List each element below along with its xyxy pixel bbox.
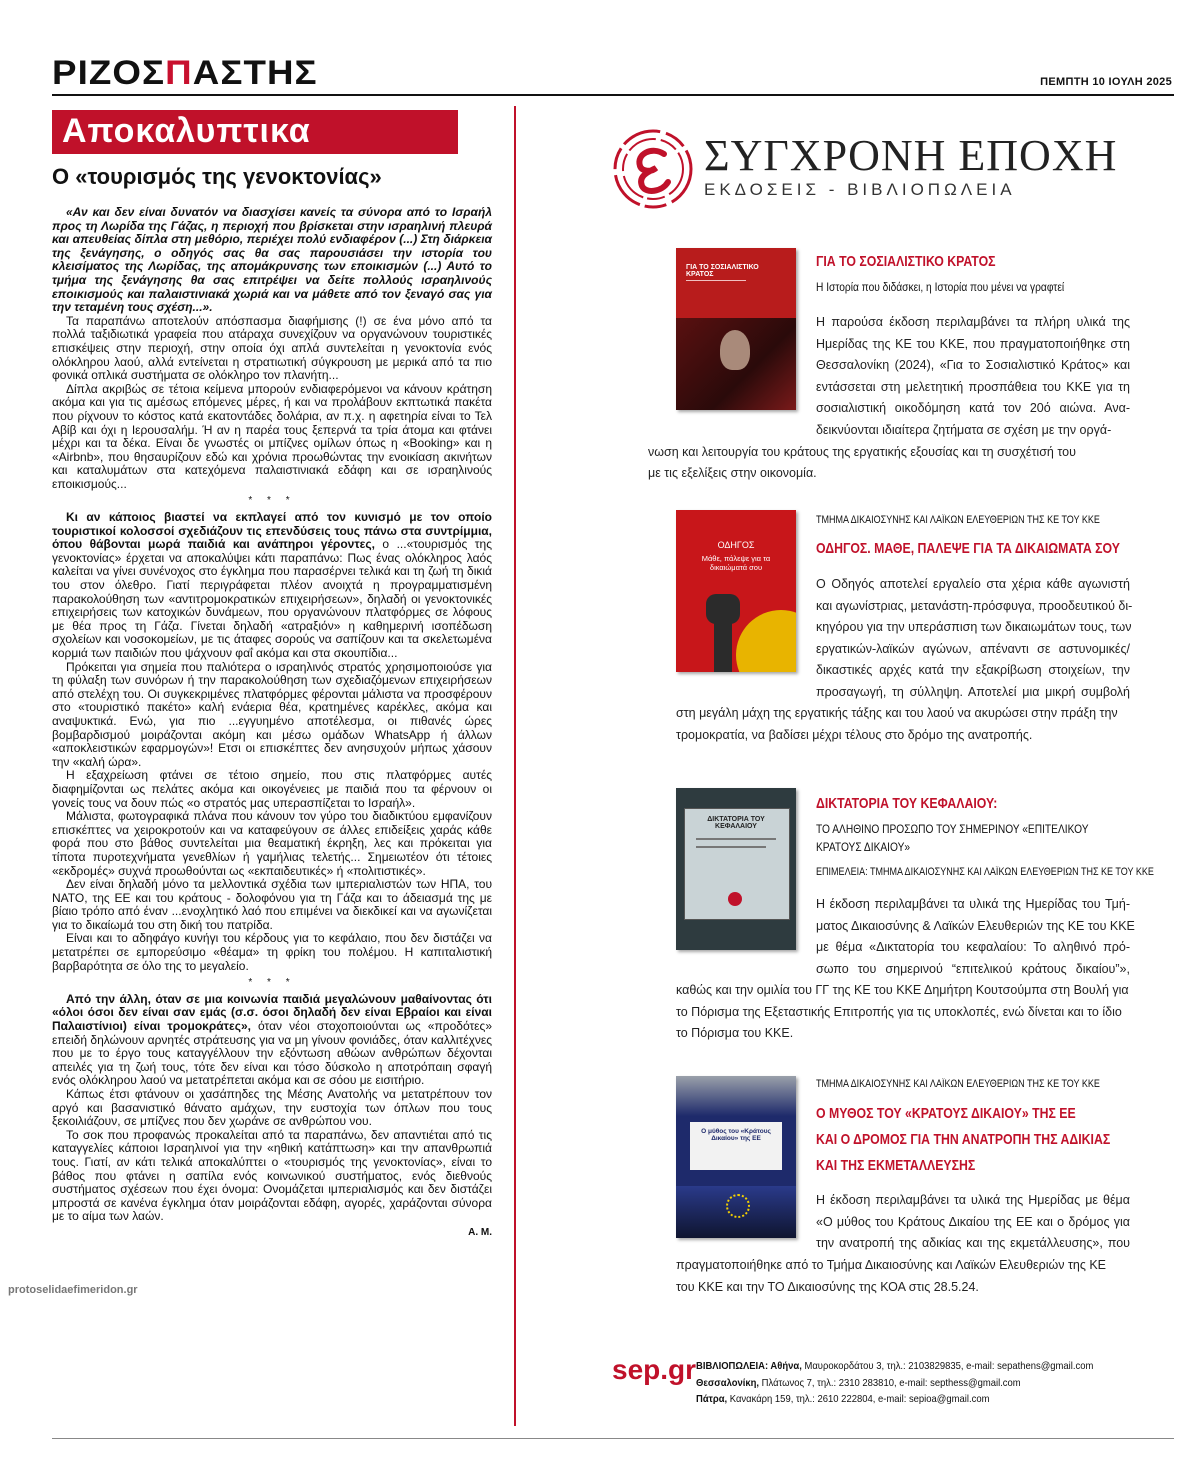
desc-line: με θέμα «Δικτατορία του κεφαλαίου: Το αληθινό πρό- [816,940,1130,955]
desc-line: εντάσσεται στη μελετητική προσπάθεια του ΚΚΕ για τη [816,379,1130,394]
article-signature: Α. Μ. [468,1226,492,1238]
contact-label: Θεσσαλονίκη, [696,1376,760,1389]
book-subtitle-cont: ΚΡΑΤΟΥΣ ΔΙΚΑΙΟΥ» [816,840,911,854]
site-logo[interactable]: sep.gr [612,1354,697,1385]
contact-thessaloniki [696,1375,1093,1392]
book-editor: ΕΠΙΜΕΛΕΙΑ: ΤΜΗΜΑ ΔΙΚΑΙΟΣΥΝΗΣ ΚΑΙ ΛΑΪΚΩΝ ΕΛΕΥΘΕΡΙΩΝ ΤΗΣ ΚΕ ΤΟΥ ΚΚΕ [816,866,1154,878]
cover-rule [686,280,746,281]
desc-line: κηγόρου για την υπεράσπιση των δικαιωμάτων τους, των [816,620,1132,635]
eu-stars-icon [726,1194,750,1218]
desc-line: νωση και λειτουργία του κράτους της εργατικής εξουσίας και τη συσχέτισή του [648,444,1076,459]
article-lead-rest: ο ...«τουρισμός της γενοκτονίας» έρχεται να αποκαλύψει κάτι παραπάνω: Πως ένας ολόκληρος λαός καλείται να γίνει συνένοχος στο έγκλημα που παρασέρνει τελικά και τη ζωή τη δικιά του στον όλεθρο. Γιατί περιγράφεται πλέον ανοιχτά η προγραμματισμένη παρακολούθηση των «αντιτρομοκρατικών επιχειρήσεων», δηλαδή οι γενοκτονικές επιχειρήσεις των κατοχικών δυνάμεων, που οργανώνουν πλατφόρμες σε λόφους με θέα προς τη Γάζα. Γίνεται δηλαδή «ατραξιόν» η καθημερινή ισοπέδωση σχολείων και νοσοκομείων, με τις άταφες σορούς να σαπίζουν και τα σκελετωμένα κορμιά των παιδιών που ψάχνουν φαΐ ακόμα και στα σκουπίδια... [52,537,492,660]
desc-line: σωπο του σημερινού “επιτελικού κράτους δικαίου”», [816,961,1130,976]
contact-details: Πλάτωνος 7, τηλ.: 2310 283810, e-mail: septhess@gmail.com [759,1376,1021,1389]
section-label: Αποκαλυπτικα [62,112,311,150]
desc-line: δεικνύονται ιδιαίτερα ζητήματα σε σχέση με την οργά- [816,423,1112,437]
article-paragraph: Κάπως έτσι φτάνουν οι χασάπηδες της Μέσης Ανατολής να μετατρέπουν τον αργό και βασανιστικό θάνατο αμάχων, την ευστοχία των όπλων που τους ξεκοιλιάζουν, σε μπίζνες που δεν χωράνε σε ανθρώπου νου. [52,1087,492,1129]
article-paragraph: Μάλιστα, φωτογραφικά πλάνα που κάνουν τον γύρο του διαδικτύου εμφανίζουν επισκέπτες να χειροκροτούν και να καταφεύγουν σε άλλες επιδείξεις χαράς κάθε φορά που στο βάθος συντελείται μια θεαματική έκρηξη, λες και πρόκειται για τίποτα πυροτεχνήματα γενεθλίων ή γαμήλιας τελετής... Σημειωτέον ότι τέτοιες «εκδρομές» συχνά προωθούνται ως «εκπαιδευτικές» ή «πολιτιστικές». [52,809,492,878]
contact-label: ΒΙΒΛΙΟΠΩΛΕΙΑ: Αθήνα, [696,1360,802,1372]
desc-line: Ο Οδηγός αποτελεί εργαλείο στα χέρια κάθε αγωνιστή [816,577,1130,591]
desc-line: εργατικών-λαϊκών αγώνων, απέναντι σε αστυνομικές/ [816,641,1130,656]
contact-details: Μαυροκορδάτου 3, τηλ.: 2103829835, e-mail: sepathens@gmail.com [801,1360,1094,1372]
desc-line: με τις εξελίξεις στην οικονομία. [648,466,817,481]
book-cover-socialist-state[interactable] [676,248,796,410]
section-banner [52,110,458,154]
cover-line [696,846,766,848]
publisher-logo-icon [612,128,694,210]
contact-label: Πάτρα, [696,1393,728,1405]
desc-line: την ανατροπή της αδικίας και της εκμετάλλευσης», που [816,1236,1130,1251]
desc-line: του ΚΚΕ και την ΤΟ Δικαιοσύνης της ΚΟΑ στις 28.5.24. [676,1279,979,1294]
article-lead-rest: όταν νέοι στοχοποιούνται ως «προδότες» επειδή δηλώνουν αρνητές στράτευσης για να μη γίνουν φονιάδες, όταν καλλιτέχνες που με το έργο τους καταγγέλλουν την εξόντωση αθώων ανθρώπων δέχονται απειλές για τη ζωή τους, τότε δεν είναι και τόσο δύσκολο η αποτρόπαιη σφαγή ενός ολόκληρου λαού να μετατρέπεται ακόμα και σε σόου με εισιτήριο. [52,1019,492,1088]
article-intro-quote: «Αν και δεν είναι δυνατόν να διασχίσει κανείς τα σύνορα από το Ισραήλ προς τη Λωρίδα της Γάζας, η περιοχή που βρίσκεται στην ισραηλινή πλευρά και απευθείας δίπλα στη μεθόριο, περιέχει πολύ ενδιαφέρον (...) Στη διάρκεια της ξενάγησης, ο οδηγός σας θα σας παρουσιάσει την ιστορία του κλεισίματος της Λωρίδας, της απομάκρυνσης των εποικισμών (...) Αυτό το τμήμα της ξενάγησης θα σας επιτρέψει να δείτε πολλούς ισραηλινούς εποικισμούς και παλαιστινιακά χωριά και να μάθετε από τον ξεναγό σας για την τεταμένη τους σχέση...». [52,205,492,315]
article-lead-bold: Από την άλλη, όταν σε μια κοινωνία παιδιά μεγαλώνουν μαθαίνοντας ότι «όλοι όσοι δεν είναι σαν εμάς (σ.σ. όσοι δηλαδή δεν είναι Εβραίοι και είναι Παλαιστίνιοι) είναι τρομοκράτες», [52,991,492,1034]
book-description [816,1190,1130,1255]
desc-line: καθώς και την ομιλία του ΓΓ της ΚΕ του ΚΚΕ Δημήτρη Κουτσούμπα στη Βουλή για [676,983,1129,997]
bookstore-contacts [696,1358,1093,1408]
book-description-wide [648,420,1130,485]
desc-line: πραγματοποιήθηκε από το Τμήμα Δικαιοσύνης και Λαϊκών Ελευθεριών της ΚΕ [676,1258,1107,1272]
footer-rule [52,1438,1174,1439]
article-paragraph: Είναι και το αδηφάγο κυνήγι του κέρδους για το κεφάλαιο, που δεν διστάζει να μετατρέπει σε εμπορεύσιμο «θέαμα» τη φρίκη του πολέμου. Η καπιταλιστική βαρβαρότητα σε όλο της το μεγαλείο. [52,931,492,973]
desc-line: ματος Δικαιοσύνης & Λαϊκών Ελευθεριών της ΚΕ του ΚΚΕ [816,918,1135,933]
article-paragraph [52,993,492,1088]
section-separator: * * * [248,977,296,989]
book-title: ΔΙΚΤΑΤΟΡΙΑ ΤΟΥ ΚΕΦΑΛΑΙΟΥ: [816,795,998,812]
article-paragraph: Η εξαχρείωση φτάνει σε τέτοιο σημείο, που στις πλατφόρμες αυτές διαφημίζονται ως πελάτες ακόμα και οικογένειες με παιδιά που τα φέρνουν οι γονείς τους να δουν πώς «ο στρατός μας υπερασπίζεται το Ισραήλ». [52,768,492,810]
desc-line: και αγωνίστριας, μετανάστη-πρόσφυγα, προοδευτικού δι- [816,598,1133,613]
desc-line: Θεσσαλονίκη (2024), «Για το Σοσιαλιστικό Κράτος» και [816,358,1130,373]
book-title: Ο ΜΥΘΟΣ ΤΟΥ «ΚΡΑΤΟΥΣ ΔΙΚΑΙΟΥ» ΤΗΣ ΕΕ [816,1105,1076,1122]
cover-top-photo [676,1076,796,1116]
article-body [52,206,492,1240]
raised-fist-icon [706,594,740,624]
desc-line: το Πόρισμα του ΚΚΕ. [676,1026,794,1041]
cover-title-text: Ο μύθος του «Κράτους Δικαίου» της ΕΕ [701,1128,771,1142]
book-kicker: ΤΜΗΜΑ ΔΙΚΑΙΟΣΥΝΗΣ ΚΑΙ ΛΑΪΚΩΝ ΕΛΕΥΘΕΡΙΩΝ ΤΗΣ ΚΕ ΤΟΥ ΚΚΕ [816,514,1100,526]
masthead-part1: ΡΙΖΟΣ [52,54,166,92]
cover-title-text: ΔΙΚΤΑΤΟΡΙΑ ΤΟΥ ΚΕΦΑΛΑΙΟΥ [707,816,765,830]
book-subtitle: ΤΟ ΑΛΗΘΙΝΟ ΠΡΟΣΩΠΟ ΤΟΥ ΣΗΜΕΡΙΝΟΥ «ΕΠΙΤΕΛΙΚΟΥ [816,822,1089,836]
contact-details: Κανακάρη 159, τηλ.: 2610 222804, e-mail: sepioa@gmail.com [727,1393,990,1405]
cover-title-text: ΟΔΗΓΟΣ [717,540,755,550]
book-title-cont: ΚΑΙ ΤΗΣ ΕΚΜΕΤΑΛΛΕΥΣΗΣ [816,1157,976,1174]
newspaper-masthead [52,54,318,93]
header-rule [52,94,1174,96]
desc-line: προσαγωγή, τη σύλληψη. Αποτελεί μια μικρή συμβολή [816,684,1130,699]
book-description [816,574,1133,704]
book-title: ΟΔΗΓΟΣ. ΜΑΘΕ, ΠΑΛΕΨΕ ΓΙΑ ΤΑ ΔΙΚΑΙΩΜΑΤΑ ΣΟΥ [816,540,1120,557]
contact-patra [696,1391,1093,1408]
article-paragraph: Πρόκειται για σημεία που παλιότερα ο ισραηλινός στρατός χρησιμοποιούσε για τη φύλαξη των συνόρων ή την παρακολούθηση των σχεδιαζόμενων επιχειρήσεων από στελέχη του. Οι συγκεκριμένες πλατφόρμες φέρονται μάλιστα να προσφέρουν στο «τουριστικό πακέτο» καλή ενάερια θέα, κρατημένες καρέκλες, ακόμα και αναψυκτικά. Ενώ, για πιο ...εγγυημένο αποτέλεσμα, οι πιθανές ώρες βομβαρδισμού μοιράζονται ακόμη και μέσω ομάδων WhatsApp ή άλλων «αποκλειστικών εφαρμογών»! Ετσι οι επισκέπτες δεν ανησυχούν μήπως χάσουν την «καλή ώρα». [52,659,492,769]
issue-date: ΠΕΜΠΤΗ 10 ΙΟΥΛΗ 2025 [1040,76,1172,88]
arm-shape [714,622,732,672]
masthead-logo-letter: Π [165,54,193,92]
desc-line: Ημερίδας της ΚΕ του ΚΚΕ, που πραγματοποιήθηκε στη [816,336,1130,351]
desc-line: στη μεγάλη μάχη της εργατικής τάξης και του λαού να ακυρώσει στην πράξη την [676,706,1118,720]
article-paragraph: Δεν είναι δηλαδή μόνο τα μελλοντικά σχέδια των ιμπεριαλιστών των ΗΠΑ, του ΝΑΤΟ, της ΕΕ και του κράτους - δολοφόνου για τη Γάζα και το άδειασμά της με βίαιο τρόπο από έναν ...ενοχλητικό λαό που επιμένει να διεκδικεί και να αγωνίζεται για το δικαίωμά του στη δική του πατρίδα. [52,877,492,932]
article-paragraph: Δίπλα ακριβώς σε τέτοια κείμενα μπορούν ενδιαφερόμενοι να κάνουν κράτηση ακόμα και για τις αμέσως επόμενες μέρες, ή και να προλάβουν εκπτωτικά πακέτα που ρίχνουν το κόστος κατά εκατοντάδες δολάρια, αν π.χ. η αφετηρία είναι το Τελ Αβίβ και όχι η Ιερουσαλήμ. Ή αν η παρέα τους ξεπερνά τα τρία άτομα και φτάνει μέχρι και τα δέκα. Είναι δε γνωστές οι μπίζνες ομίλων όπως η «Booking» και η «Airbnb», που θησαυρίζουν εδώ και χρόνια προωθώντας την ενοικίαση ακινήτων και καταλυμάτων στα κατεχόμενα παλαιστινιακά εδάφη και σε ισραηλινούς εποικισμούς... [52,381,492,491]
masthead-part3: ΑΣΤΗΣ [192,54,318,92]
book-subtitle: Η Ιστορία που διδάσκει, η Ιστορία που μένει να γραφτεί [816,280,1065,294]
desc-line: σοσιαλιστική οικοδόμηση κατά τον 20ό αιώνα. Ανα- [816,401,1130,416]
book-title-cont: ΚΑΙ Ο ΔΡΟΜΟΣ ΓΙΑ ΤΗΝ ΑΝΑΤΡΟΠΗ ΤΗΣ ΑΔΙΚΙΑΣ [816,1131,1111,1148]
party-emblem-icon [728,892,742,906]
publisher-subtitle: ΕΚΔΟΣΕΙΣ - ΒΙΒΛΙΟΠΩΛΕΙΑ [704,180,1016,199]
desc-line: το Πόρισμα της Εξεταστικής Επιτροπής για τις υποκλοπές, ενώ δίνεται και το ίδιο [676,1004,1122,1019]
book-description-wide [676,703,1130,746]
book-cover-guide[interactable] [676,510,796,672]
yellow-circle [736,610,796,672]
article-paragraph [52,511,492,661]
article-headline: Ο «τουρισμός της γενοκτονίας» [52,164,382,189]
column-divider [514,106,516,1426]
book-description [816,312,1130,420]
desc-line: Η έκδοση περιλαμβάνει τα υλικά της Ημερίδας του Τμή- [816,897,1130,911]
article-paragraph: Το σοκ που προφανώς προκαλείται από τα παραπάνω, δεν απαντιέται από τις καταγγελίες κάποιοι Ισραηλινοί για την «ηθική κατάπτωση» και την απανθρωπιά τους. Γιατί, αν κάτι τελικά αποκαλύπτει ο «τουρισμός της γενοκτονίας», είναι το βάθος που φτάνει η σαπίλα ενός κοινωνικού συστήματος, ενός διεθνούς συστήματος σχέσεων που έχει όνομα: Ονομάζεται ιμπεριαλισμός και δεν διστάζει μπροστά σε κανένα έγκλημα όταν μοιράζονται εδάφη, αγορές, χαράζονται σύνορα με το αίμα των λαών. [52,1127,492,1224]
book-cover-dictatorship[interactable] [676,788,796,950]
publisher-name: ΣΥΓΧΡΟΝΗ ΕΠΟΧΗ [704,131,1118,180]
article-paragraph: Τα παραπάνω αποτελούν απόσπασμα διαφήμισης (!) σε ένα μόνο από τα πολλά ταξιδιωτικά γραφεία που ατάραχα συνεχίζουν να οργανώνουν τουριστικές επισκέψεις στην περιοχή, στην οποία όχι απλά συντελείται η γενοκτονία ενός ολόκληρου λαού, αλλά εντείνεται η στρατιωτική σύγκρουση με μερικά από τα πιο φονικά οπλικά συστήματα σε ολόκληρο τον πλανήτη... [52,313,492,383]
cover-subtitle-text: Μάθε, πάλεψε για τα δικαιώματά σου [701,554,771,572]
desc-line: δικαστικές αρχές κατά την εξακρίβωση στοιχείων, την [816,663,1130,678]
cover-title-text: ΓΙΑ ΤΟ ΣΟΣΙΑΛΙΣΤΙΚΟ ΚΡΑΤΟΣ [686,264,759,278]
contact-athens [696,1358,1093,1375]
book-description-wide [676,980,1130,1045]
book-kicker: ΤΜΗΜΑ ΔΙΚΑΙΟΣΥΝΗΣ ΚΑΙ ΛΑΪΚΩΝ ΕΛΕΥΘΕΡΙΩΝ ΤΗΣ ΚΕ ΤΟΥ ΚΚΕ [816,1078,1100,1090]
book-title: ΓΙΑ ΤΟ ΣΟΣΙΑΛΙΣΤΙΚΟ ΚΡΑΤΟΣ [816,253,996,270]
desc-line: «Ο μύθος του Κράτους Δικαίου της ΕΕ και ο δρόμος για [816,1214,1130,1229]
cover-line [696,838,776,840]
desc-line: Η παρούσα έκδοση περιλαμβάνει τα πλήρη υλικά της [816,315,1130,329]
section-separator: * * * [248,495,296,507]
portrait-figure [720,330,750,370]
desc-line: Η έκδοση περιλαμβάνει τα υλικά της Ημερίδας με θέμα [816,1193,1130,1207]
watermark: protoselidaefimeridon.gr [8,1284,138,1296]
article-lead-bold: Κι αν κάποιος βιαστεί να εκπλαγεί από τον κυνισμό με τον οποίο τουριστικοί κολοσσοί σχεδιάζουν τις επενδύσεις τους πάνω στα συντρίμμια, όπου θάβονται μωρά παιδιά και ανάπηροι γέροντες, [52,510,492,552]
book-description [816,894,1135,980]
book-cover-rule-of-law[interactable] [676,1076,796,1238]
book-description-wide [676,1255,1130,1298]
desc-line: τρομοκρατία, να βαδίσει μέχρι τέλους στο δρόμο της ανατροπής. [676,727,1033,742]
